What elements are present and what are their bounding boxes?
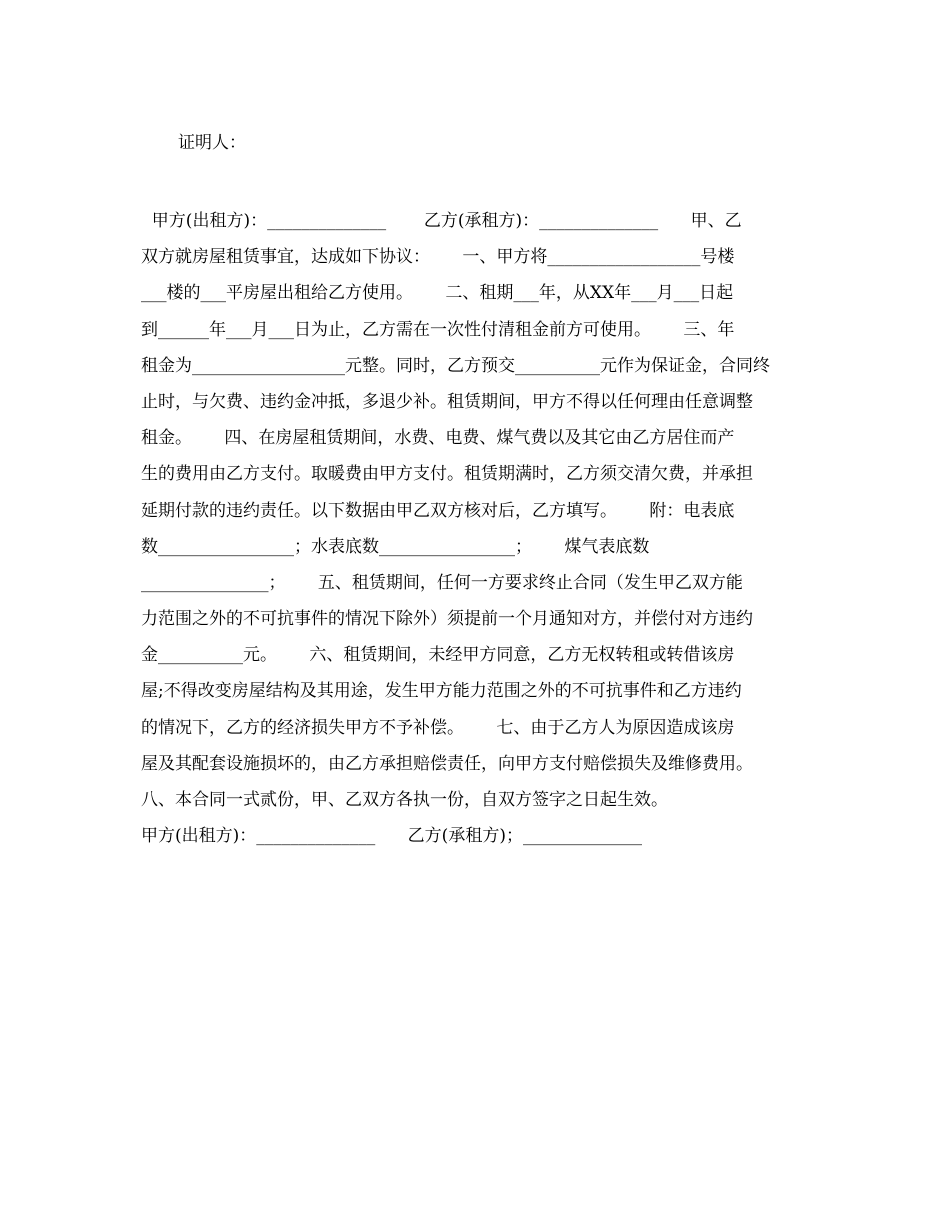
contract-line: 双方就房屋租赁事宜，达成如下协议： 一、甲方将__________________号楼 [141, 247, 735, 268]
contract-line: 力范围之外的不可抗事件的情况下除外）须提前一个月通知对方，并偿付对方违约 [141, 609, 753, 630]
contract-line: ___楼的___平房屋出租给乙方使用。 二、租期___年，从XX年___月___日起 [141, 283, 734, 304]
contract-body [141, 203, 812, 854]
contract-line: 生的费用由乙方支付。取暖费由甲方支付。租赁期满时，乙方须交清欠费，并承担 [141, 464, 753, 485]
contract-line: 甲方(出租方)：______________ 乙方(承租方)：______________ 甲、乙 [141, 211, 742, 231]
witness-label: 证明人： [178, 133, 246, 153]
contract-line: 屋及其配套设施损坏的，由乙方承担赔偿责任，向甲方支付赔偿损失及维修费用。 [141, 753, 753, 774]
contract-line: 的情况下，乙方的经济损失甲方不予补偿。 七、由于乙方人为原因造成该房 [141, 717, 735, 738]
contract-line: _______________； 五、租赁期间，任何一方要求终止合同（发生甲乙双方能 [141, 572, 743, 593]
signature-line: 甲方(出租方)：______________ 乙方(承租方)；______________ [141, 826, 642, 847]
contract-line: 八、本合同一式贰份，甲、乙双方各执一份，自双方签字之日起生效。 [141, 790, 668, 810]
contract-line: 数________________；水表底数________________； 煤气表底数 [141, 536, 650, 557]
contract-line: 金__________元。 六、租赁期间，未经甲方同意，乙方无权转租或转借该房 [141, 645, 735, 666]
contract-line: 到______年___月___日为止，乙方需在一次性付清租金前方可使用。 三、年 [141, 319, 735, 340]
contract-line: 屋;不得改变房屋结构及其用途，发生甲方能力范围之外的不可抗事件和乙方违约 [141, 681, 742, 702]
contract-line: 租金为__________________元整。同时，乙方预交__________元作为保证金，合同终 [141, 355, 770, 376]
contract-line: 止时，与欠费、违约金冲抵，多退少补。租赁期间，甲方不得以任何理由任意调整 [141, 391, 753, 412]
contract-line: 租金。 四、在房屋租赁期间，水费、电费、煤气费以及其它由乙方居住而产 [141, 428, 735, 449]
contract-line: 延期付款的违约责任。以下数据由甲乙双方核对后，乙方填写。 附：电表底 [141, 500, 735, 521]
